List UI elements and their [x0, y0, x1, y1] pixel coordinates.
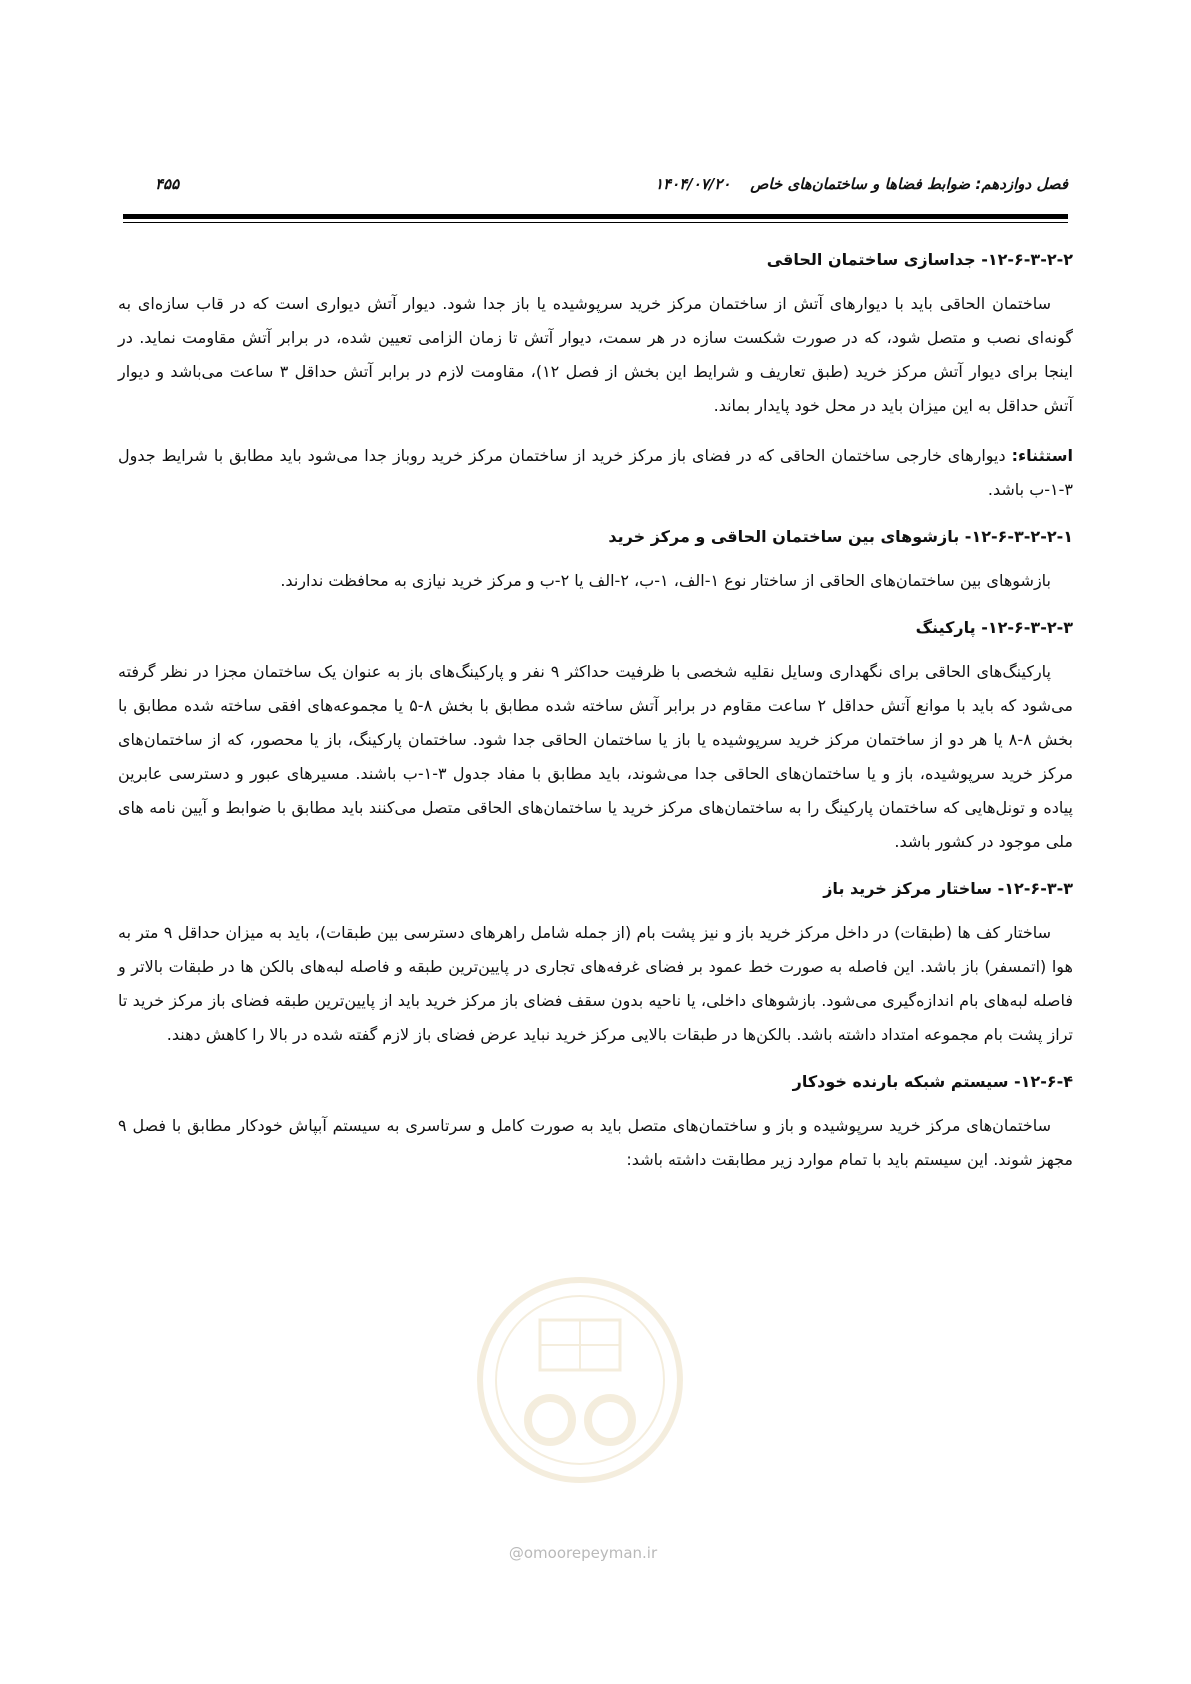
page-number: ۴۵۵: [155, 175, 180, 193]
watermark-text: @omoorepeyman.ir: [508, 1544, 658, 1562]
section-sprinkler-system: [118, 1068, 1073, 1177]
section-heading: ۱۲-۶-۴- سیستم شبکه بارنده خودکار: [792, 1072, 1073, 1091]
section-heading: ۱۲-۶-۳-۲-۲- جداسازی ساختمان الحاقی: [766, 250, 1073, 269]
exception-text: دیوارهای خارجی ساختمان الحاقی که در فضای باز مرکز خرید از ساختمان مرکز خرید روباز جدا می‌شود باید مطابق با شرایط جدول ۳-۱-ب باشد.: [118, 446, 1073, 499]
header-rule-thick: [123, 214, 1068, 219]
section-openings: [118, 523, 1073, 598]
chapter-title: فصل دوازدهم: ضوابط فضاها و ساختمان‌های خاص: [750, 175, 1068, 193]
section-paragraph: پارکینگ‌های الحاقی برای نگهداری وسایل نقلیه شخصی با ظرفیت حداکثر ۹ نفر و پارکینگ‌های باز به عنوان یک ساختمان مجزا در نظر گرفته می‌شود که باید با موانع آتش حداقل ۲ ساعت مقاوم در برابر آتش ساخته شده مطابق با بخش ۸-۵ یا مجموعه‌های افقی ساخته شده مطابق با بخش ۸-۸ یا هر دو از ساختمان مرکز خرید سرپوشیده یا باز یا ساختمان الحاقی جدا شود. ساختمان پارکینگ، باز یا محصور، که از ساختمان‌های مرکز خرید سرپوشیده، باز و یا ساختمان‌های الحاقی جدا می‌شوند، باید مطابق با مفاد جدول ۳-۱-ب باشند. مسیرهای عبور و دسترسی عابرین پیاده و تونل‌هایی که ساختمان پارکینگ را به ساختمان‌های مرکز خرید یا ساختمان‌های الحاقی متصل می‌کنند باید مطابق با ضوابط و آیین نامه های ملی موجود در کشور باشد.: [118, 662, 1074, 851]
section-paragraph: ساختمان‌های مرکز خرید سرپوشیده و باز و ساختمان‌های متصل باید به صورت کامل و سرتاسری به سیستم آبپاش خودکار مطابق با فصل ۹ مجهز شوند. این سیستم باید با تمام موارد زیر مطابقت داشته باشد:: [118, 1116, 1073, 1169]
section-heading: ۱۲-۶-۳-۳- ساختار مرکز خرید باز: [823, 879, 1073, 898]
section-parking: [118, 614, 1073, 859]
page-header: [123, 175, 1068, 203]
section-paragraph: بازشوهای بین ساختمان‌های الحاقی از ساختار نوع ۱-الف، ۱-ب، ۲-الف یا ۲-ب و مرکز خرید نیازی به محافظت ندارند.: [280, 571, 1051, 590]
exception-label: استثناء:: [1011, 446, 1073, 465]
section-paragraph: ساختمان الحاقی باید با دیوارهای آتش از ساختمان مرکز خرید سرپوشیده یا باز جدا شود. دیوار آتش دیواری است که در قاب سازه‌ای به گونه‌ای نصب و متصل شود، که در صورت شکست سازه در هر سمت، دیوار آتش تا زمان الزامی تعیین شده، در برابر آتش مقاومت نماید. در اینجا برای دیوار آتش مرکز خرید (طبق تعاریف و شرایط این بخش از فصل ۱۲)، مقاومت لازم در برابر آتش حداقل ۳ ساعت می‌باشد و دیوار آتش حداقل به این میزان باید در محل خود پایدار بماند.: [118, 294, 1074, 415]
header-date: ۱۴۰۴/۰۷/۲۰: [655, 175, 731, 193]
omoore-peyman-logo-icon: [470, 1250, 690, 1500]
section-heading: ۱۲-۶-۳-۲-۳- پارکینگ: [915, 618, 1073, 637]
section-open-mall-structure: [118, 875, 1073, 1052]
exception-paragraph: [118, 439, 1073, 507]
header-rule-thin: [123, 222, 1068, 223]
section-paragraph: ساختار کف ها (طبقات) در داخل مرکز خرید باز و نیز پشت بام (از جمله شامل راهرهای دسترسی بین طبقات)، باید به میزان حداقل ۹ متر به هوا (اتمسفر) باز باشد. این فاصله به صورت خط عمود بر فضای غرفه‌های تجاری در پایین‌ترین طبقه و فاصله لبه‌های بالکن ها در طبقات بالاتر و فاصله لبه‌های بام اندازه‌گیری می‌شود. بازشوهای داخلی، یا ناحیه بدون سقف فضای باز مرکز خرید باید از پایین‌ترین طبقه فضای باز مرکز خرید تا تراز پشت بام مجموعه امتداد داشته باشد. بالکن‌ها در طبقات بالایی مرکز خرید نباید عرض فضای باز لازم گفته شده در بالا را کاهش دهند.: [118, 923, 1073, 1044]
section-annex-separation: [118, 246, 1073, 507]
page-content: [118, 246, 1073, 1193]
section-heading: ۱۲-۶-۳-۲-۲-۱- بازشوهای بین ساختمان الحاقی و مرکز خرید: [608, 527, 1073, 546]
